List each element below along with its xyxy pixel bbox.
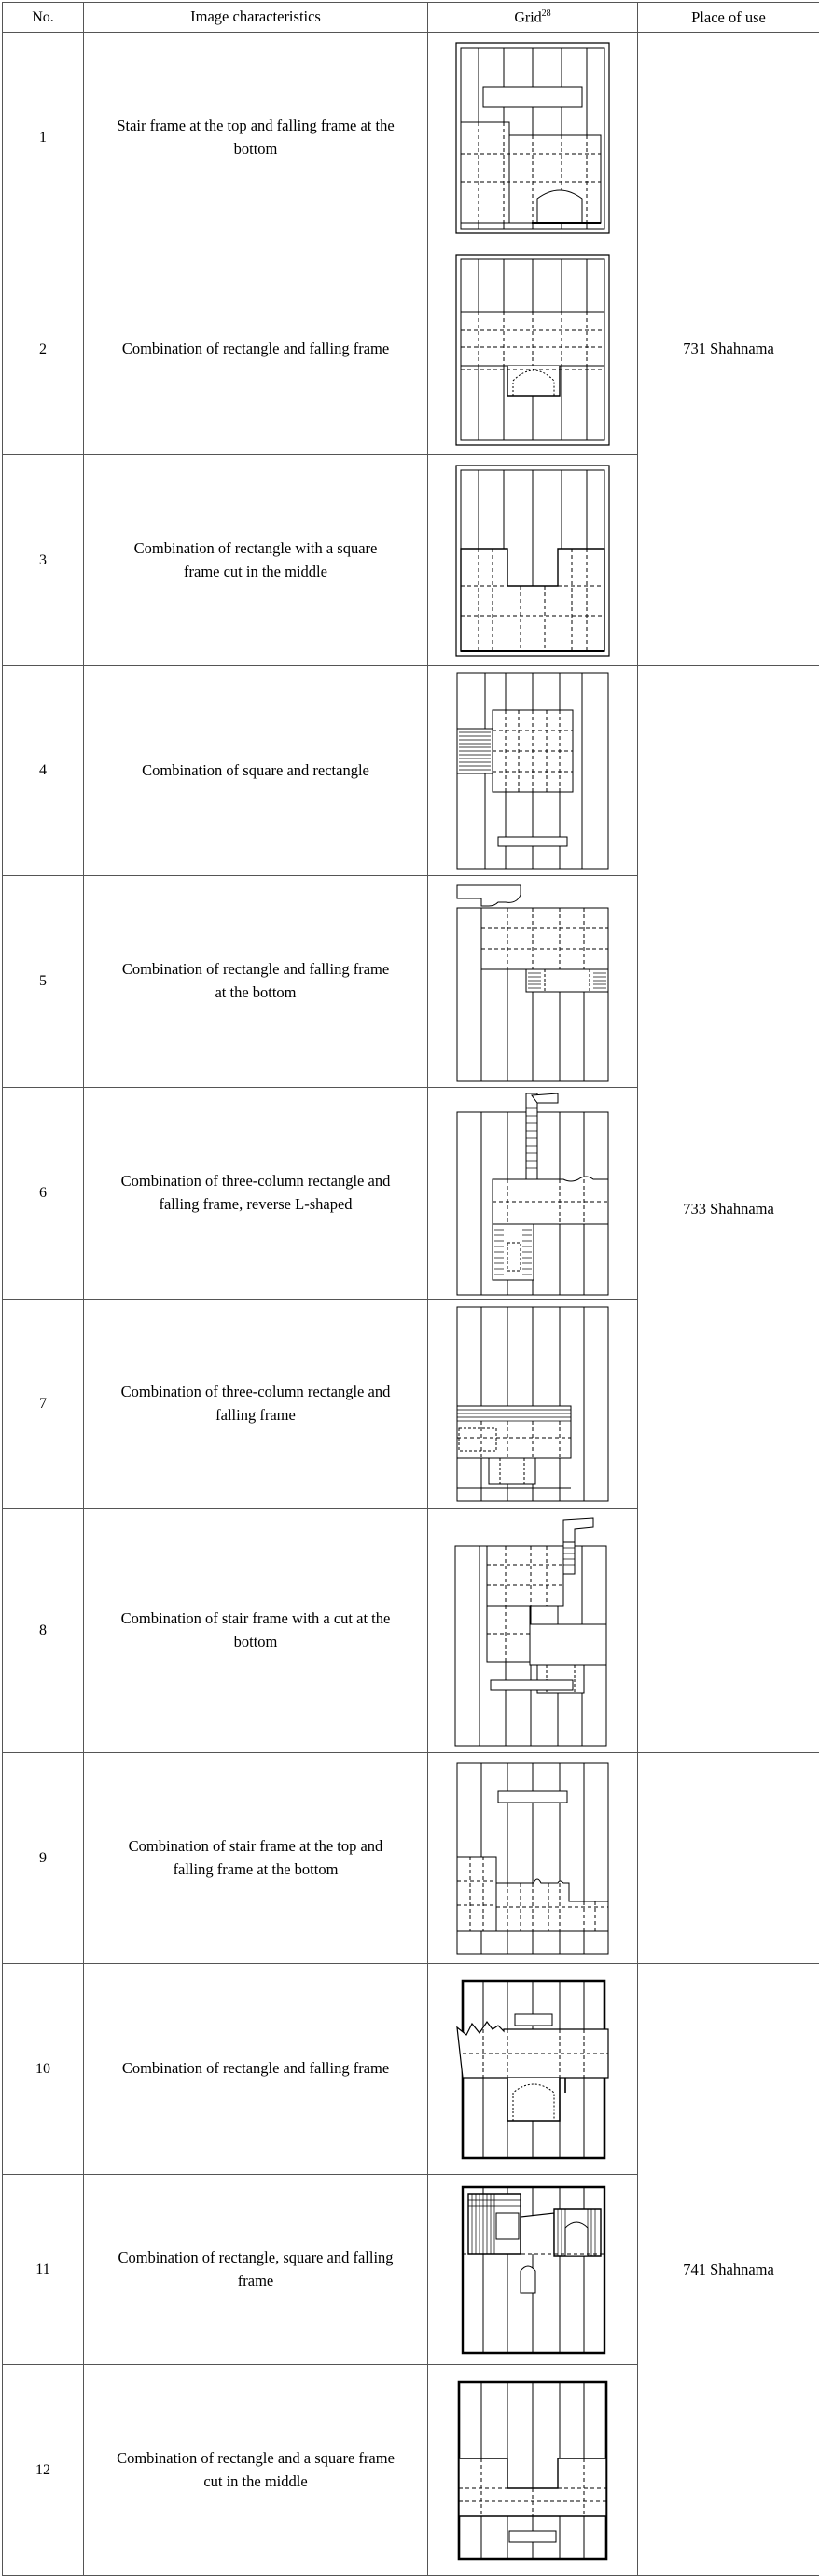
row-characteristics [84, 876, 428, 1088]
row-grid-cell [428, 244, 638, 455]
row-number: 8 [3, 1509, 84, 1753]
row-characteristics-text: Combination of stair frame at the top and falling frame at the bottom [128, 1836, 383, 1878]
place-cell: 741 Shahnama [638, 1964, 819, 2576]
row-characteristics-text: Combination of three-column rectangle and falling frame [120, 1382, 391, 1424]
place-cell: 731 Shahnama [638, 33, 819, 666]
row-number: 11 [3, 2175, 84, 2365]
grid-diagram-6 [455, 1090, 610, 1297]
row-grid-cell [428, 666, 638, 876]
row-characteristics-text: Combination of rectangle and falling frame [121, 340, 390, 358]
row-characteristics-text: Combination of stair frame with a cut at the bottom [120, 1608, 391, 1650]
header-grid [428, 3, 638, 33]
row-characteristics-text: Combination of square and rectangle [142, 760, 369, 779]
row-number: 10 [3, 1964, 84, 2175]
grid-table [2, 2, 819, 2576]
row-number: 3 [3, 455, 84, 666]
header-row [3, 3, 819, 33]
row-number: 4 [3, 666, 84, 876]
table-row [3, 666, 819, 876]
row-characteristics-text: Combination of rectangle and a square frame cut in the middle [117, 2448, 395, 2490]
row-grid-cell [428, 2175, 638, 2365]
row-characteristics-text: Combination of rectangle and falling frame [121, 2059, 390, 2078]
grid-diagram-5 [455, 880, 610, 1083]
row-grid-cell [428, 455, 638, 666]
header-grid-ref: 28 [541, 7, 551, 19]
header-no: No. [3, 3, 84, 33]
row-grid-cell [428, 33, 638, 244]
row-characteristics [84, 1300, 428, 1509]
place-cell: 733 Shahnama [638, 666, 819, 1753]
row-characteristics [84, 244, 428, 455]
grid-diagram-12 [455, 2378, 610, 2563]
row-grid-cell [428, 876, 638, 1088]
grid-diagram-1 [455, 42, 610, 234]
row-number: 7 [3, 1300, 84, 1509]
row-characteristics-text: Combination of three-column rectangle and falling frame, reverse L-shaped [120, 1172, 391, 1213]
row-grid-cell [428, 1753, 638, 1964]
table-row [3, 1753, 819, 1964]
row-grid-cell [428, 2365, 638, 2576]
row-characteristics [84, 455, 428, 666]
grid-diagram-3 [455, 465, 610, 657]
table-row [3, 33, 819, 244]
header-place: Place of use [638, 3, 819, 33]
row-number: 9 [3, 1753, 84, 1964]
row-characteristics-text: Combination of rectangle and falling frame at the bottom [121, 960, 390, 1001]
row-characteristics [84, 33, 428, 244]
row-characteristics-text: Combination of rectangle with a square frame cut in the middle [133, 538, 378, 580]
row-characteristics-text: Stair frame at the top and falling frame at the bottom [117, 117, 395, 158]
row-grid-cell [428, 1509, 638, 1753]
row-number: 5 [3, 876, 84, 1088]
row-grid-cell [428, 1964, 638, 2175]
row-characteristics [84, 1964, 428, 2175]
header-characteristics: Image characteristics [84, 3, 428, 33]
row-number: 6 [3, 1088, 84, 1300]
row-characteristics [84, 1509, 428, 1753]
row-characteristics-text: Combination of rectangle, square and falling frame [118, 2248, 394, 2290]
row-characteristics [84, 2365, 428, 2576]
row-characteristics [84, 2175, 428, 2365]
row-characteristics [84, 1753, 428, 1964]
row-number: 12 [3, 2365, 84, 2576]
grid-diagram-9 [455, 1761, 610, 1956]
grid-diagram-8 [453, 1514, 612, 1748]
row-characteristics [84, 1088, 428, 1300]
grid-diagram-2 [455, 254, 610, 446]
grid-diagram-10 [455, 1977, 610, 2162]
row-grid-cell [428, 1300, 638, 1509]
grid-diagram-11 [455, 2183, 610, 2357]
grid-diagram-4 [455, 671, 610, 870]
row-characteristics [84, 666, 428, 876]
table-row [3, 1964, 819, 2175]
row-number: 1 [3, 33, 84, 244]
header-grid-label: Grid [514, 9, 542, 26]
grid-diagram-7 [455, 1305, 610, 1503]
row-grid-cell [428, 1088, 638, 1300]
row-number: 2 [3, 244, 84, 455]
